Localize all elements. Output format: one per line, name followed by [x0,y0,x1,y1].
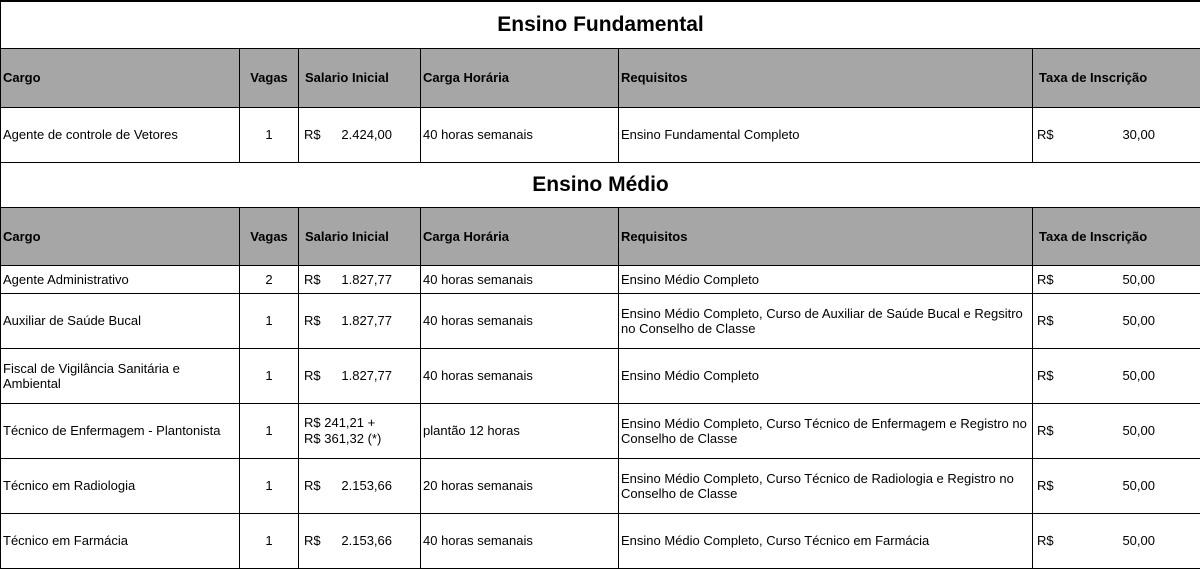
cell-cargo: Fiscal de Vigilância Sanitária e Ambiental [1,348,240,403]
taxa-currency: R$ [1037,478,1054,493]
cell-taxa [1033,348,1200,403]
header-requisitos: Requisitos [619,48,1033,107]
cell-salario [299,403,421,458]
table-row [1,348,1200,403]
salario-currency: R$ [304,272,321,287]
header-salario: Salario Inicial [299,48,421,107]
table-row [1,293,1200,348]
salario-currency: R$ [304,127,321,142]
cell-vagas: 1 [240,458,299,513]
cell-taxa [1033,107,1200,162]
salario-currency: R$ [304,533,321,548]
header-carga: Carga Horária [421,48,619,107]
header-carga: Carga Horária [421,207,619,265]
header-taxa: Taxa de Inscrição [1033,48,1200,107]
header-vagas: Vagas [240,207,299,265]
cell-salario [299,293,421,348]
cell-taxa [1033,265,1200,293]
cell-carga: 20 horas semanais [421,458,619,513]
header-row [1,207,1200,265]
cell-cargo: Técnico em Radiologia [1,458,240,513]
header-salario: Salario Inicial [299,207,421,265]
cell-carga: 40 horas semanais [421,265,619,293]
cell-taxa [1033,458,1200,513]
cell-carga: 40 horas semanais [421,107,619,162]
taxa-value: 30,00 [1122,127,1155,142]
salario-line-1: R$ 241,21 + [304,415,418,431]
taxa-currency: R$ [1037,368,1054,383]
taxa-currency: R$ [1037,423,1054,438]
cell-salario [299,513,421,568]
cell-requisitos: Ensino Médio Completo, Curso Técnico de Enfermagem e Registro no Conselho de Classe [619,403,1033,458]
salario-value: 2.424,00 [341,127,392,142]
section-title-row [1,162,1200,207]
taxa-value: 50,00 [1122,313,1155,328]
taxa-value: 50,00 [1122,478,1155,493]
cell-cargo: Auxiliar de Saúde Bucal [1,293,240,348]
cell-requisitos: Ensino Médio Completo [619,265,1033,293]
salario-value: 2.153,66 [341,533,392,548]
salario-currency: R$ [304,368,321,383]
header-taxa: Taxa de Inscrição [1033,207,1200,265]
cell-carga: 40 horas semanais [421,348,619,403]
section-title: Ensino Médio [1,162,1200,207]
cell-cargo: Agente Administrativo [1,265,240,293]
cell-cargo: Agente de controle de Vetores [1,107,240,162]
cell-salario [299,107,421,162]
cell-requisitos: Ensino Médio Completo, Curso Técnico em Farmácia [619,513,1033,568]
cell-vagas: 1 [240,403,299,458]
cell-vagas: 1 [240,107,299,162]
table-row [1,458,1200,513]
cell-vagas: 2 [240,265,299,293]
taxa-value: 50,00 [1122,423,1155,438]
cell-carga: plantão 12 horas [421,403,619,458]
salario-value: 2.153,66 [341,478,392,493]
salario-value: 1.827,77 [341,368,392,383]
table-row [1,265,1200,293]
table-row [1,107,1200,162]
table-row [1,403,1200,458]
salario-currency: R$ [304,313,321,328]
section-title: Ensino Fundamental [1,1,1200,48]
header-cargo: Cargo [1,48,240,107]
taxa-value: 50,00 [1122,272,1155,287]
taxa-currency: R$ [1037,127,1054,142]
salario-currency: R$ [304,478,321,493]
cell-taxa [1033,513,1200,568]
taxa-value: 50,00 [1122,533,1155,548]
cell-taxa [1033,293,1200,348]
cell-salario [299,348,421,403]
cell-carga: 40 horas semanais [421,293,619,348]
salario-line-2: R$ 361,32 (*) [304,431,418,447]
header-vagas: Vagas [240,48,299,107]
cell-salario [299,458,421,513]
cell-requisitos: Ensino Médio Completo, Curso Técnico de Radiologia e Registro no Conselho de Classe [619,458,1033,513]
cell-vagas: 1 [240,513,299,568]
cell-requisitos: Ensino Médio Completo [619,348,1033,403]
cell-vagas: 1 [240,293,299,348]
cell-cargo: Técnico em Farmácia [1,513,240,568]
cell-taxa [1033,403,1200,458]
cell-carga: 40 horas semanais [421,513,619,568]
taxa-currency: R$ [1037,313,1054,328]
cell-vagas: 1 [240,348,299,403]
salario-value: 1.827,77 [341,313,392,328]
taxa-currency: R$ [1037,533,1054,548]
header-row [1,48,1200,107]
section-title-row [1,1,1200,48]
table-row [1,513,1200,568]
taxa-currency: R$ [1037,272,1054,287]
cell-salario [299,265,421,293]
cell-cargo: Técnico de Enfermagem - Plantonista [1,403,240,458]
salario-value: 1.827,77 [341,272,392,287]
header-requisitos: Requisitos [619,207,1033,265]
taxa-value: 50,00 [1122,368,1155,383]
header-cargo: Cargo [1,207,240,265]
cell-requisitos: Ensino Fundamental Completo [619,107,1033,162]
cell-requisitos: Ensino Médio Completo, Curso de Auxiliar de Saúde Bucal e Regsitro no Conselho de Classe [619,293,1033,348]
